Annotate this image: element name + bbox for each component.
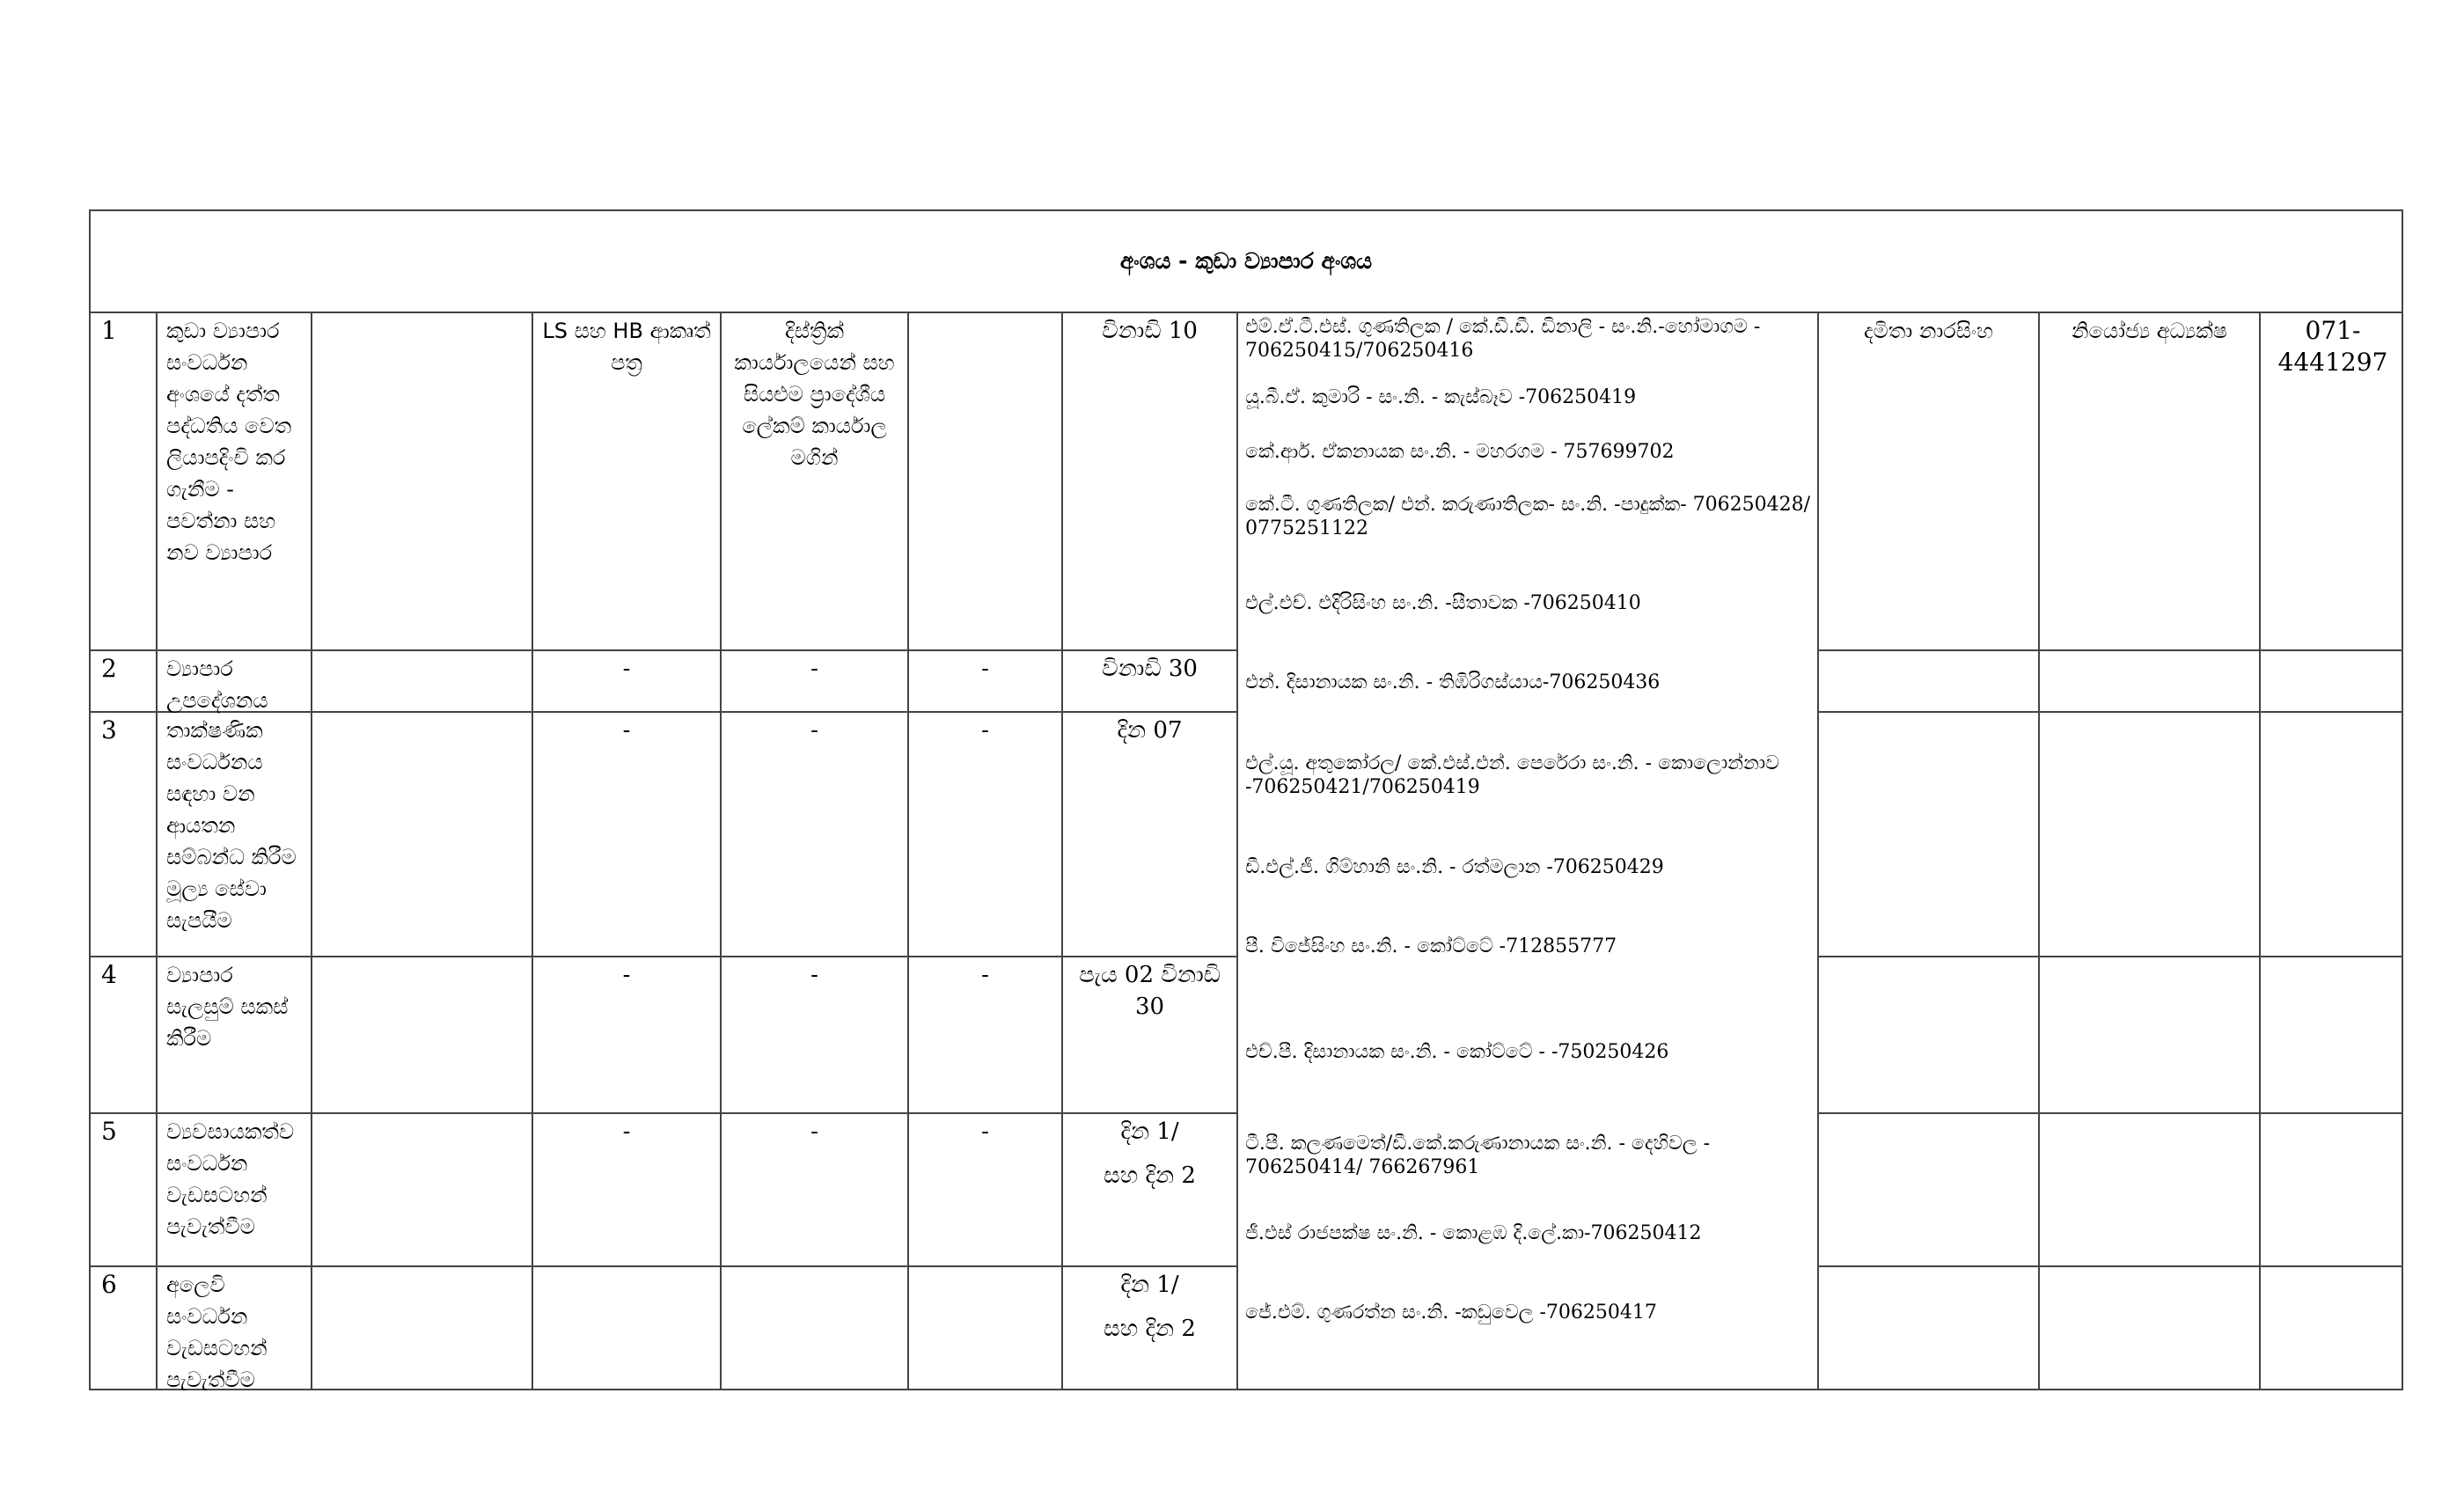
fee: -: [981, 1118, 989, 1145]
column-divider: [1817, 312, 1819, 1389]
row-number: 1: [101, 316, 117, 345]
contact-list: [1236, 312, 1817, 1390]
contact-entry: කේ.ටී. ගුණතිලක/ එන්. කරුණාතිලක- සං.නි. -පාදුක්ක- 706250428/ 0775251122: [1245, 494, 1811, 539]
contact-entry: ජේ.එම්. ගුණරත්න සං.නි. -කඩුවෙල -706250417: [1245, 1302, 1657, 1324]
service-name: ව්‍යවසායකත්ව සංවර්ධන වැඩසටහන් පැවැත්වීම: [166, 1119, 295, 1239]
service-name: තාක්ෂණික සංවර්ධනය සඳහා වන ආයතන සම්බන්ධ කිරීම මූල්‍ය සේවා සැපයීම: [166, 718, 297, 933]
required-documents: -: [622, 1118, 631, 1145]
contact-entry: කේ.ආර්. ඒකනායක සං.නි. - මහරගම - 757699702: [1245, 441, 1675, 463]
row-divider: [1817, 711, 2402, 713]
time-line-2: සහ දින 2: [1104, 1162, 1196, 1189]
required-documents: -: [622, 962, 631, 988]
row-divider: [1817, 1112, 2402, 1114]
services-table: [89, 209, 2403, 1390]
time-taken: විනාඩි 10: [1102, 318, 1198, 344]
time-line-1: දින 1/: [1120, 1272, 1179, 1298]
time-taken: [1063, 1265, 1236, 1348]
service-name: කුඩා ව්‍යාපාර සංවර්ධන අංශයේ දත්ත පද්ධතිය වෙත ලියාපදිංචි කර ගැනීම - පවත්නා සහ නව ව්‍යාපාර: [166, 319, 292, 565]
row-number: 6: [101, 1270, 117, 1299]
column-divider: [311, 312, 312, 1389]
column-divider: [1061, 312, 1063, 1389]
fee: [909, 1265, 1061, 1272]
contact-entry: එන්. දිසානායක සං.නි. - තිඹිරිගස්යාය-706250436: [1245, 671, 1661, 693]
contact-entry: එම්.ඒ.ටී.එස්. ගුණතිලක / කේ.ඩී.ඩී. ඩිනාලි - සං.නි.-හෝමාගම - 706250415/706250416: [1245, 316, 1761, 362]
row-divider: [1817, 1265, 2402, 1267]
row-divider: [1817, 649, 2402, 651]
submission-place: දිස්ත්‍රික් කාර්යාලයෙන් සහ සියළුම ප්‍රාදේශීය ලේකම් කාර්යාල මගින්: [734, 319, 895, 470]
service-name: අලෙවි සංවර්ධන වැඩසටහන් පැවැත්වීම: [166, 1272, 268, 1392]
required-documents: -: [622, 717, 631, 744]
time-taken: පැය 02 විනාඩි 30: [1079, 962, 1221, 1020]
required-documents: LS සහ HB ආකෘත් පත්‍ර: [542, 319, 711, 375]
officer-name: දමිතා නාරසිංහ: [1863, 319, 1994, 343]
submission-place: [722, 1265, 907, 1272]
fee: -: [981, 962, 989, 988]
required-documents: -: [622, 656, 631, 682]
officer-phone-line2: 4441297: [2277, 348, 2388, 377]
table-grid: [91, 312, 2402, 1392]
officer-designation: නියෝජ්‍ය අධ්‍යක්ෂ: [2071, 319, 2228, 343]
required-documents: [533, 1265, 720, 1272]
submission-place: -: [810, 656, 818, 682]
section-title: අංශය - කුඩා ව්‍යාපාර අංශය: [91, 211, 2402, 313]
row-number: 4: [101, 960, 117, 989]
submission-place: -: [810, 717, 818, 744]
time-line-2: සහ දින 2: [1104, 1316, 1196, 1342]
time-taken: විනාඩි 30: [1102, 656, 1198, 682]
submission-place: -: [810, 962, 818, 988]
column-divider: [532, 312, 533, 1389]
fee: -: [981, 717, 989, 744]
time-taken: [1063, 1112, 1236, 1195]
row-number: 3: [101, 715, 117, 744]
contact-entry: ටී.පී. කලණමෙත්/ඩී.කේ.කරුණානායක සං.නි. - දෙහිවල - 706250414/ 766267961: [1245, 1133, 1711, 1178]
submission-place: -: [810, 1118, 818, 1145]
column-divider: [2038, 312, 2040, 1389]
officer-phone-line1: 071-: [2305, 316, 2361, 345]
officer-phone: [2261, 312, 2405, 382]
service-name: ව්‍යාපාර සැලසුම් සකස් කිරීම: [166, 963, 289, 1051]
fee: [909, 312, 1061, 319]
row-divider: [1817, 956, 2402, 957]
row-number: 2: [101, 654, 117, 683]
row-number: 5: [101, 1117, 117, 1146]
fee: -: [981, 656, 989, 682]
contact-entry: පී. විජේසිංහ සං.නි. - කෝට්ටේ -712855777: [1245, 935, 1617, 957]
contact-entry: එල්.එච්. එදිරිසිංහ සං.නි. -සීතාවක -706250410: [1245, 592, 1641, 614]
time-line-1: දින 1/: [1120, 1118, 1179, 1145]
column-divider: [2259, 312, 2261, 1389]
contact-entry: ජී.එස් රාජපක්ෂ සං.නි. - කොළඹ දි.ලේ.කා-706250412: [1245, 1222, 1702, 1244]
service-name: ව්‍යාපාර උපදේශනය: [166, 656, 268, 713]
contact-entry: යූ.බී.ඒ. කුමාරි - සං.නි. - කැස්බෑව -706250419: [1245, 386, 1637, 408]
contact-entry: එල්.යූ. අතුකෝරල/ කේ.එස්.එන්. පෙරේරා සං.නි. - කොලොන්නාව -706250421/706250419: [1245, 752, 1779, 798]
time-taken: දින 07: [1117, 717, 1183, 744]
contact-entry: එච්.පී. දිසානායක සං.නි. - කෝට්ටේ - -750250426: [1245, 1041, 1669, 1063]
contact-entry: ඩී.එල්.ජී. ගිම්හානි සං.නි. - රත්මලාන -706250429: [1245, 856, 1664, 878]
column-divider: [907, 312, 909, 1389]
